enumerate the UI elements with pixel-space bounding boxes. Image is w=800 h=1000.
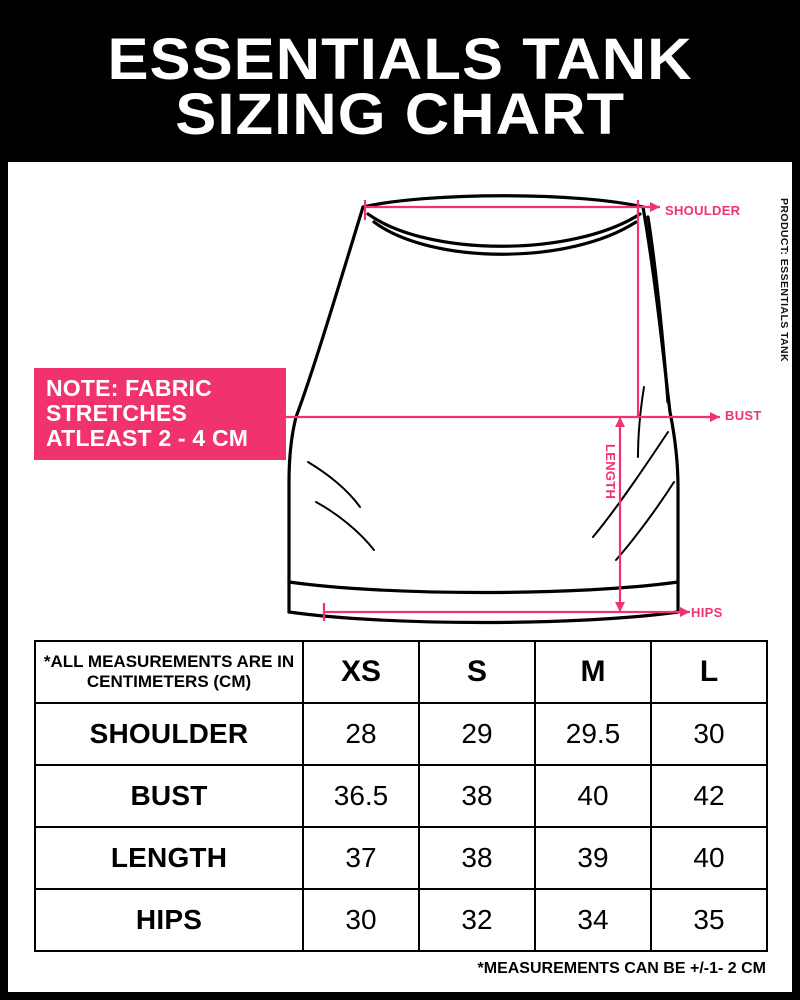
measurement-arrowheads [615,202,720,617]
header-title-line-2: SIZING CHART [175,82,625,147]
table-row [35,703,767,765]
label-length: LENGTH [603,444,618,500]
table-row [35,827,767,889]
size-header-l: L [651,641,767,703]
cell-hips-m: 34 [535,889,651,951]
size-header-xs: XS [303,641,419,703]
cell-length-s: 38 [419,827,535,889]
label-bust: BUST [725,408,762,423]
size-header-m: M [535,641,651,703]
cell-length-l: 40 [651,827,767,889]
label-hips: HIPS [691,605,723,620]
chart-inner [8,8,792,992]
size-header-s: S [419,641,535,703]
cell-hips-xs: 30 [303,889,419,951]
cell-hips-l: 35 [651,889,767,951]
product-label: PRODUCT: ESSENTIALS TANK [778,198,790,362]
header-title-line-1: ESSENTIALS TANK [107,26,693,92]
table-row [35,765,767,827]
cell-bust-m: 40 [535,765,651,827]
measurements-table [34,640,766,952]
row-label-bust: BUST [35,765,303,827]
header-banner [8,8,792,162]
table-header-row [35,641,767,703]
row-label-shoulder: SHOULDER [35,703,303,765]
footnote: *MEASUREMENTS CAN BE +/-1- 2 CM [477,960,766,977]
cell-length-m: 39 [535,827,651,889]
row-label-length: LENGTH [35,827,303,889]
size-table [34,640,768,952]
table-row [35,889,767,951]
cell-shoulder-m: 29.5 [535,703,651,765]
cell-shoulder-xs: 28 [303,703,419,765]
cell-shoulder-l: 30 [651,703,767,765]
cell-bust-s: 38 [419,765,535,827]
cell-hips-s: 32 [419,889,535,951]
label-shoulder: SHOULDER [665,203,741,218]
table-corner-label: *ALL MEASUREMENTS ARE IN CENTIMETERS (CM) [35,641,303,703]
row-label-hips: HIPS [35,889,303,951]
cell-bust-l: 42 [651,765,767,827]
note-box: NOTE: FABRIC STRETCHES ATLEAST 2 - 4 CM [34,368,286,460]
cell-shoulder-s: 29 [419,703,535,765]
cell-length-xs: 37 [303,827,419,889]
cell-bust-xs: 36.5 [303,765,419,827]
